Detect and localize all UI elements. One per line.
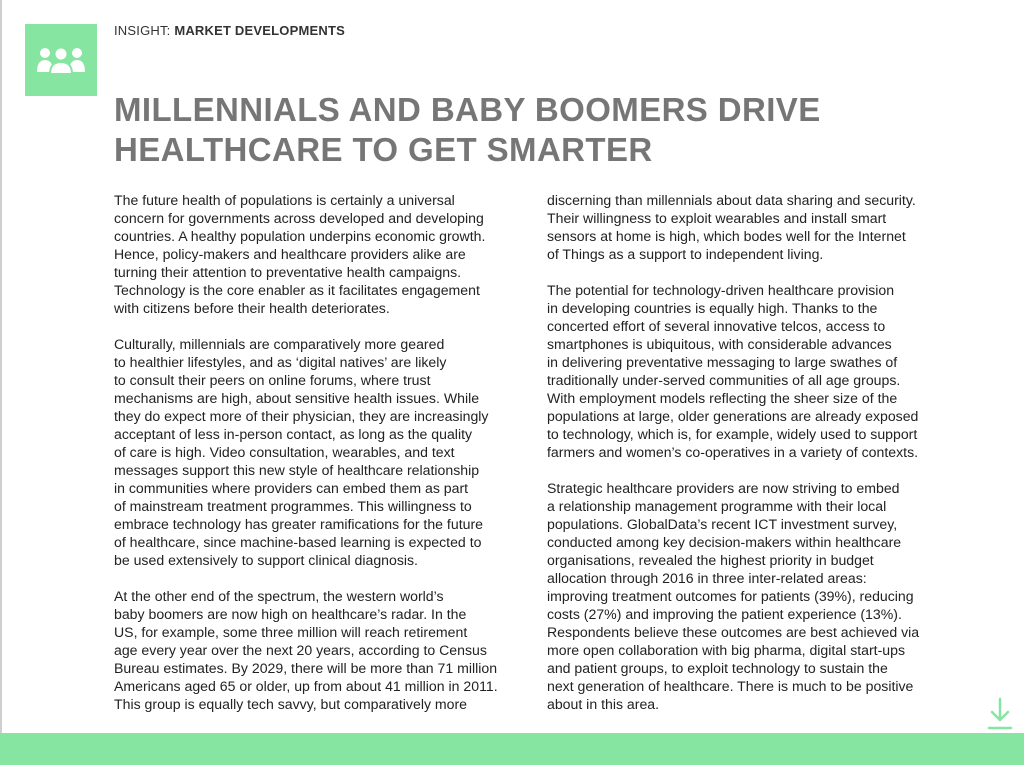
text-line: baby boomers are now high on healthcare’s radar. In the [114, 606, 467, 622]
paragraph [114, 335, 516, 569]
text-line: The future health of populations is certainly a universal [114, 192, 455, 208]
paragraph [114, 191, 516, 317]
text-line: organisations, revealed the highest priority in budget [547, 552, 874, 568]
page-edge [0, 0, 2, 733]
text-line: to consult their peers on online forums, where trust [114, 372, 431, 388]
text-line: more open collaboration with big pharma, digital start-ups [547, 642, 906, 658]
text-line: discerning than millennials about data sharing and security. [547, 192, 916, 208]
text-line: Respondents believe these outcomes are best achieved via [547, 624, 920, 640]
text-line: turning their attention to preventative health campaigns. [114, 264, 462, 280]
text-line: to healthier lifestyles, and as ‘digital natives’ are likely [114, 354, 447, 370]
text-line: of mainstream treatment programmes. This willingness to [114, 498, 472, 514]
text-line: a relationship management programme with their local [547, 498, 887, 514]
text-line: embrace technology has greater ramifications for the future [114, 516, 483, 532]
article-title [114, 90, 874, 170]
people-group-icon [37, 40, 85, 80]
text-line: sensors at home is high, which bodes well for the Internet [547, 228, 906, 244]
text-line: with citizens before their health deteriorates. [114, 300, 390, 316]
text-line: Strategic healthcare providers are now striving to embed [547, 480, 900, 496]
text-line: improving treatment outcomes for patients (39%), reducing [547, 588, 914, 604]
text-line: This group is equally tech savvy, but comparatively more [114, 696, 468, 712]
paragraph [547, 191, 949, 263]
text-line: Technology is the core enabler as it facilitates engagement [114, 282, 480, 298]
download-icon [987, 697, 1013, 731]
paragraph [547, 281, 949, 461]
text-line: in developing countries is equally high. Thanks to the [547, 300, 878, 316]
text-line: Hence, policy-makers and healthcare providers alike are [114, 246, 466, 262]
text-line: allocation through 2016 in three inter-related areas: [547, 570, 867, 586]
text-line: in communities where providers can embed them as part [114, 480, 469, 496]
text-line: US, for example, some three million will reach retirement [114, 624, 468, 640]
paragraph [547, 479, 949, 713]
kicker-section: MARKET DEVELOPMENTS [174, 23, 345, 38]
download-button[interactable] [987, 697, 1013, 731]
text-line: At the other end of the spectrum, the western world’s [114, 588, 444, 604]
text-line: of care is high. Video consultation, wearables, and text [114, 444, 455, 460]
text-line: populations at large, older generations are already exposed [547, 408, 919, 424]
text-line: next generation of healthcare. There is much to be positive [547, 678, 914, 694]
text-line: and patient groups, to exploit technology to sustain the [547, 660, 888, 676]
text-line: they do expect more of their physician, they are increasingly [114, 408, 489, 424]
text-line: Their willingness to exploit wearables and install smart [547, 210, 887, 226]
footer-bar [0, 733, 1024, 765]
text-line: smartphones is ubiquitous, with considerable advances [547, 336, 892, 352]
text-line: of Things as a support to independent living. [547, 246, 824, 262]
text-line: Culturally, millennials are comparatively more geared [114, 336, 445, 352]
text-line: messages support this new style of healthcare relationship [114, 462, 480, 478]
section-kicker [114, 23, 345, 38]
paragraph [114, 587, 516, 713]
text-line: concern for governments across developed and developing [114, 210, 484, 226]
text-line: in delivering preventative messaging to large swathes of [547, 354, 898, 370]
text-line: costs (27%) and improving the patient experience (13%). [547, 606, 902, 622]
text-line: acceptant of less in-person contact, as long as the quality [114, 426, 473, 442]
text-line: farmers and women’s co-operatives in a variety of contexts. [547, 444, 919, 460]
text-line: of healthcare, since machine-based learning is expected to [114, 534, 482, 550]
text-line: populations. GlobalData’s recent ICT investment survey, [547, 516, 898, 532]
text-line: concerted effort of several innovative telcos, access to [547, 318, 886, 334]
text-line: Americans aged 65 or older, up from about 41 million in 2011. [114, 678, 498, 694]
body-column-left [114, 191, 516, 713]
text-line: traditionally under-served communities of all age groups. [547, 372, 901, 388]
section-badge [25, 24, 97, 96]
text-line: conducted among key decision-makers within healthcare [547, 534, 902, 550]
title-line-2: HEALTHCARE TO GET SMARTER [114, 131, 653, 168]
text-line: be used extensively to support clinical diagnosis. [114, 552, 418, 568]
text-line: age every year over the next 20 years, according to Census [114, 642, 487, 658]
text-line: The potential for technology-driven healthcare provision [547, 282, 895, 298]
text-line: With employment models reflecting the sheer size of the [547, 390, 898, 406]
body-column-right [547, 191, 949, 713]
kicker-prefix: INSIGHT: [114, 23, 175, 38]
text-line: Bureau estimates. By 2029, there will be more than 71 million [114, 660, 498, 676]
text-line: to technology, which is, for example, widely used to support [547, 426, 918, 442]
text-line: mechanisms are high, about sensitive health issues. While [114, 390, 480, 406]
text-line: countries. A healthy population underpins economic growth. [114, 228, 486, 244]
text-line: about in this area. [547, 696, 660, 712]
title-line-1: MILLENNIALS AND BABY BOOMERS DRIVE [114, 91, 821, 128]
